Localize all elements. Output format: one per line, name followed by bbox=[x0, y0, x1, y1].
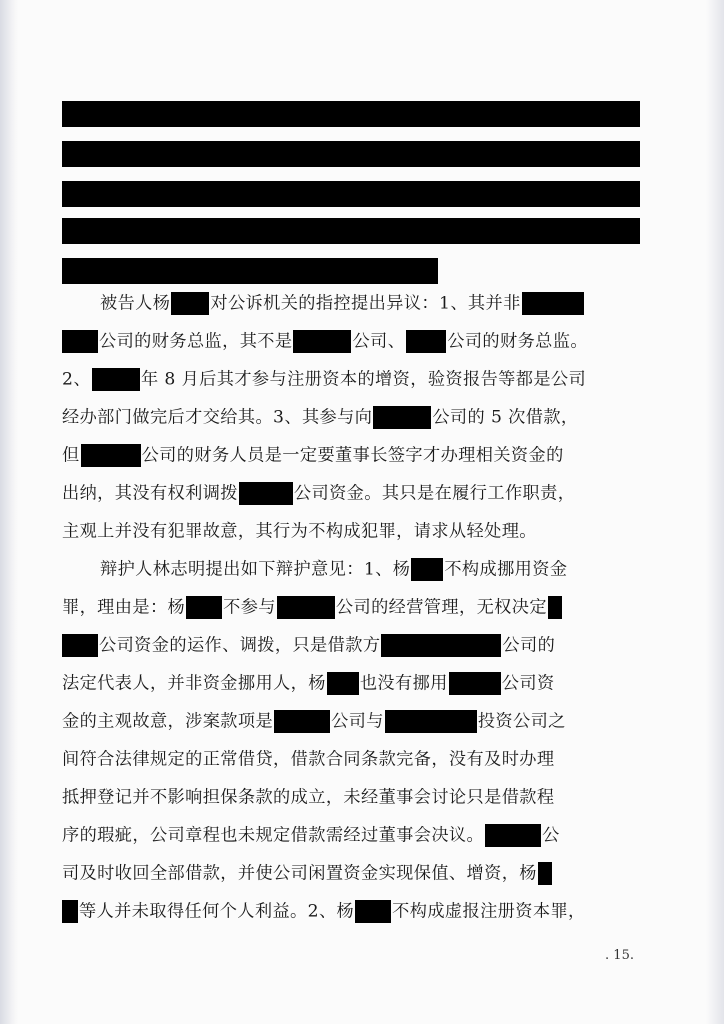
text-segment: 公司的经营管理，无权决定 bbox=[335, 597, 547, 618]
text-segment: 不构成挪用资金 bbox=[444, 559, 568, 580]
text-segment: 金的主观故意，涉案款项是 bbox=[62, 711, 274, 732]
redaction bbox=[62, 330, 98, 353]
text-line bbox=[62, 398, 642, 436]
redaction bbox=[92, 368, 140, 391]
redaction bbox=[373, 406, 431, 429]
redaction bbox=[81, 444, 141, 467]
redaction bbox=[293, 330, 351, 353]
text-segment: 公司的财务人员是一定要董事长签字才办理相关资金的 bbox=[141, 445, 564, 466]
text-segment: 2、 bbox=[62, 369, 91, 390]
redaction-bar bbox=[62, 101, 640, 127]
redaction bbox=[538, 862, 552, 885]
text-segment: 经办部门做完后才交给其。3、其参与向 bbox=[62, 407, 373, 428]
redaction bbox=[186, 596, 222, 619]
redaction bbox=[411, 558, 443, 581]
text-line bbox=[62, 588, 642, 626]
text-segment: 主观上并没有犯罪故意，其行为不构成犯罪，请求从轻处理。 bbox=[62, 521, 537, 542]
redaction bbox=[381, 634, 501, 657]
text-segment: 投资公司之 bbox=[477, 711, 566, 732]
redaction-bar bbox=[62, 218, 640, 244]
text-segment: 等人并未取得任何个人利益。2、杨 bbox=[79, 901, 355, 922]
text-segment: 公司的财务总监，其不是 bbox=[99, 331, 293, 352]
scan-left-edge bbox=[0, 0, 18, 1024]
text-line bbox=[62, 436, 642, 474]
redaction bbox=[522, 292, 584, 315]
redaction-bar bbox=[62, 141, 640, 167]
text-segment: 序的瑕疵，公司章程也未规定借款需经过董事会决议。 bbox=[62, 825, 485, 846]
text-segment: 公司资 bbox=[501, 673, 555, 694]
text-line bbox=[62, 892, 642, 930]
text-line bbox=[62, 474, 642, 512]
text-segment: 公 bbox=[542, 825, 560, 846]
text-line bbox=[62, 854, 642, 892]
text-segment: 也没有挪用 bbox=[359, 673, 448, 694]
redaction-bar bbox=[62, 181, 640, 207]
text-segment: 公司与 bbox=[331, 711, 384, 732]
redaction bbox=[385, 710, 477, 733]
text-line bbox=[62, 626, 642, 664]
text-segment: 对公诉机关的指控提出异议：1、其并非 bbox=[210, 293, 521, 314]
text-line bbox=[62, 284, 642, 322]
text-line bbox=[62, 322, 642, 360]
text-segment: 公司的 bbox=[502, 635, 556, 656]
redaction bbox=[274, 710, 330, 733]
redaction-bar bbox=[62, 258, 438, 284]
text-line bbox=[62, 816, 642, 854]
text-segment: 辩护人林志明提出如下辩护意见：1、杨 bbox=[100, 559, 411, 580]
text-segment: 公司、 bbox=[352, 331, 406, 352]
text-line bbox=[62, 664, 642, 702]
redaction bbox=[355, 900, 391, 923]
text-segment: 法定代表人，并非资金挪用人，杨 bbox=[62, 673, 326, 694]
text-segment: 被告人杨 bbox=[100, 293, 171, 314]
document-body bbox=[62, 284, 642, 930]
redaction bbox=[406, 330, 446, 353]
text-segment: 间符合法律规定的正常借贷，借款合同条款完备，没有及时办理 bbox=[62, 749, 555, 770]
redaction bbox=[239, 482, 293, 505]
text-line bbox=[62, 778, 642, 816]
text-line bbox=[62, 702, 642, 740]
text-line bbox=[62, 360, 642, 398]
text-line bbox=[62, 512, 642, 550]
redaction bbox=[548, 596, 562, 619]
page-number: . 15. bbox=[605, 948, 634, 963]
text-segment: 不参与 bbox=[223, 597, 276, 618]
redaction bbox=[327, 672, 359, 695]
redaction bbox=[62, 634, 98, 657]
redaction bbox=[171, 292, 209, 315]
text-line bbox=[62, 740, 642, 778]
text-segment: 抵押登记并不影响担保条款的成立，未经董事会讨论只是借款程 bbox=[62, 787, 555, 808]
text-segment: 公司的财务总监。 bbox=[447, 331, 588, 352]
redaction bbox=[277, 596, 335, 619]
text-segment: 出纳，其没有权利调拨 bbox=[62, 483, 238, 504]
text-line bbox=[62, 550, 642, 588]
redaction bbox=[62, 900, 78, 923]
text-segment: 司及时收回全部借款，并使公司闲置资金实现保值、增资，杨 bbox=[62, 863, 537, 884]
text-segment: 罪，理由是：杨 bbox=[62, 597, 186, 618]
text-segment: 不构成虚报注册资本罪， bbox=[392, 901, 586, 922]
redaction bbox=[449, 672, 501, 695]
text-segment: 年 8 月后其才参与注册资本的增资，验资报告等都是公司 bbox=[140, 369, 587, 390]
text-segment: 但 bbox=[62, 445, 80, 466]
redaction bbox=[485, 824, 541, 847]
text-segment: 公司资金的运作、调拨，只是借款方 bbox=[99, 635, 381, 656]
text-segment: 公司的 5 次借款， bbox=[432, 407, 579, 428]
scan-right-edge bbox=[706, 0, 724, 1024]
text-segment: 公司资金。其只是在履行工作职责， bbox=[293, 483, 576, 504]
